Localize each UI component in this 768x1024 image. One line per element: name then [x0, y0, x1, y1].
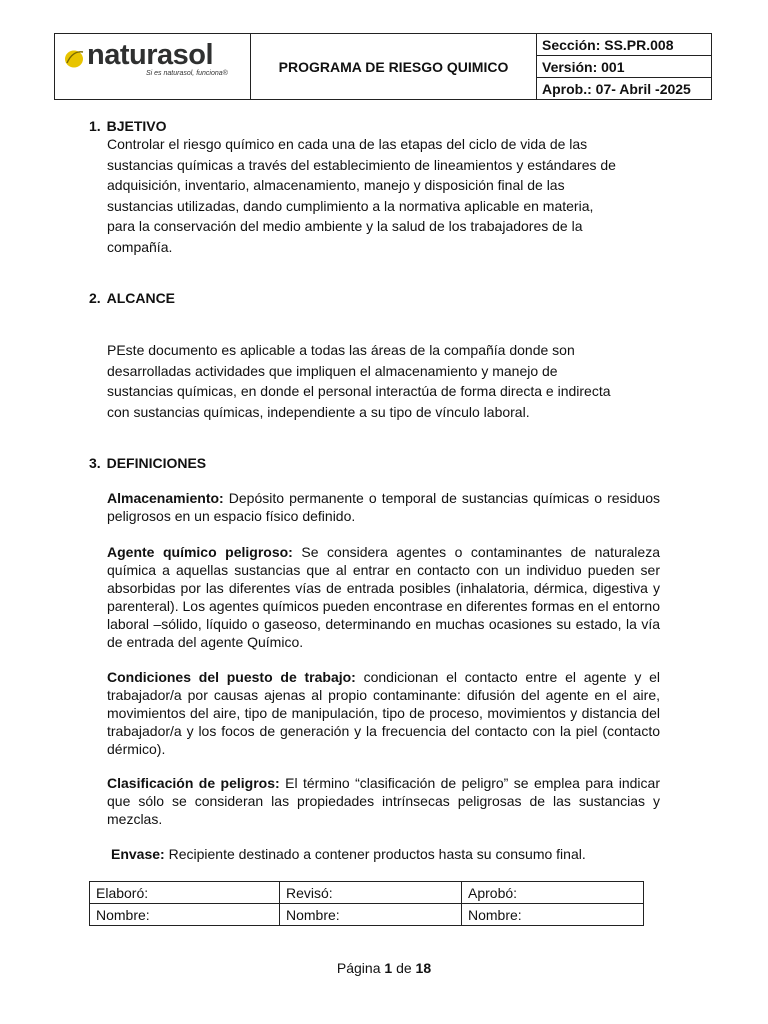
- total-pages: 18: [415, 960, 432, 976]
- text-line: desarrolladas actividades que impliquen el almacenamiento y manejo de: [107, 362, 558, 379]
- nombre-cell: Nombre:: [280, 904, 462, 926]
- text-line: PEste documento es aplicable a todas las áreas de la compañía donde son: [107, 342, 575, 358]
- section-code: Sección: SS.PR.008: [537, 34, 711, 56]
- definition-text: El término “clasificación de peligro” se emplea para indicar que sólo se consideran las propiedades intrínsecas peligrosas de las sustancias y mezclas.: [107, 775, 660, 827]
- text-line: sustancias químicas, en donde el personal interactúa de forma directa e indirecta: [107, 383, 611, 399]
- document-meta: [537, 34, 711, 99]
- signature-table: [89, 881, 644, 926]
- section-2-heading: [89, 290, 175, 306]
- text-line: adquisición, inventario, almacenamiento, manejo y disposición final de las: [107, 177, 565, 193]
- definition-term: Clasificación de peligros:: [107, 775, 280, 791]
- text-line: compañía.: [107, 238, 173, 255]
- section-3-number: 3.: [89, 455, 101, 471]
- of-label: de: [396, 960, 412, 976]
- version-code: Versión: 001: [537, 56, 711, 78]
- page-label: Página: [336, 960, 381, 976]
- section-1-number: 1.: [89, 118, 101, 134]
- definition-term: Almacenamiento:: [107, 490, 224, 506]
- section-1-heading: [89, 118, 166, 134]
- document-title: PROGRAMA DE RIESGO QUIMICO: [251, 34, 537, 99]
- logo-cell: [55, 34, 251, 99]
- definition-condiciones-puesto: [107, 668, 660, 758]
- text-line: sustancias químicas a través del establecimiento de lineamientos y estándares de: [107, 156, 616, 173]
- approval-date: Aprob.: 07- Abril -2025: [542, 80, 691, 97]
- page-footer: [0, 960, 768, 976]
- definition-term: Agente químico peligroso:: [107, 544, 293, 560]
- table-row: [90, 904, 644, 926]
- nombre-cell: Nombre:: [90, 904, 280, 926]
- text-line: con sustancias químicas, independiente a su tipo de vínculo laboral.: [107, 403, 530, 420]
- nombre-cell: Nombre:: [462, 904, 644, 926]
- definition-envase: [111, 846, 586, 862]
- document-header: [54, 33, 712, 100]
- definition-clasificacion-peligros: [107, 774, 660, 828]
- reviso-cell: Revisó:: [280, 882, 462, 904]
- section-1-title: BJETIVO: [106, 118, 167, 134]
- table-row: [90, 882, 644, 904]
- section-2-body: [107, 340, 660, 422]
- elaboro-cell: Elaboró:: [90, 882, 280, 904]
- definition-text: Depósito permanente o temporal de sustancias químicas o residuos peligrosos en un espacio físico definido.: [107, 490, 660, 524]
- section-3-title: DEFINICIONES: [106, 455, 207, 471]
- definition-almacenamiento: [107, 489, 660, 525]
- definition-text: Recipiente destinado a contener productos hasta su consumo final.: [168, 846, 586, 862]
- section-1-body: [107, 134, 660, 257]
- section-2-number: 2.: [89, 290, 101, 306]
- section-2-title: ALCANCE: [106, 290, 176, 306]
- logo-wordmark: naturasol: [87, 39, 214, 71]
- text-line: para la conservación del medio ambiente y la salud de los trabajadores de la: [107, 218, 583, 234]
- text-line: sustancias utilizadas, dando cumplimiento a la normativa aplicable en materia,: [107, 197, 594, 214]
- aprobo-cell: Aprobó:: [462, 882, 644, 904]
- definition-term: Envase:: [111, 846, 165, 862]
- definition-text: Se considera agentes o contaminantes de naturaleza química a aquellas sustancias que al entrar en contacto con un individuo pueden ser absorbidas por las diferentes vías de entrada posibles (inhalatoria, dérmica, digestiva y parenteral). Los agentes químicos pueden encontrase en diferentes formas en el entorno laboral –sólido, líquido o gaseoso, determinando en muchas ocasiones su estado, la vía de entrada del agente Químico.: [107, 544, 660, 650]
- section-3-heading: [89, 455, 206, 471]
- logo-tagline: Si es naturasol, funciona®: [146, 70, 228, 77]
- text-line: Controlar el riesgo químico en cada una de las etapas del ciclo de vida de las: [107, 136, 588, 152]
- definition-agente-quimico: [107, 543, 660, 651]
- page-number: 1: [384, 960, 393, 976]
- definition-text: condicionan el contacto entre el agente y el trabajador/a por causas ajenas al propio contaminante: difusión del agente en el aire, movimientos del aire, tipo de manipulación, tipo de proceso, movimientos y distancia del trabajador/a y los focos de generación y la frecuencia del contacto con la piel (contacto dérmico).: [107, 669, 661, 757]
- definition-term: Condiciones del puesto de trabajo:: [107, 669, 356, 685]
